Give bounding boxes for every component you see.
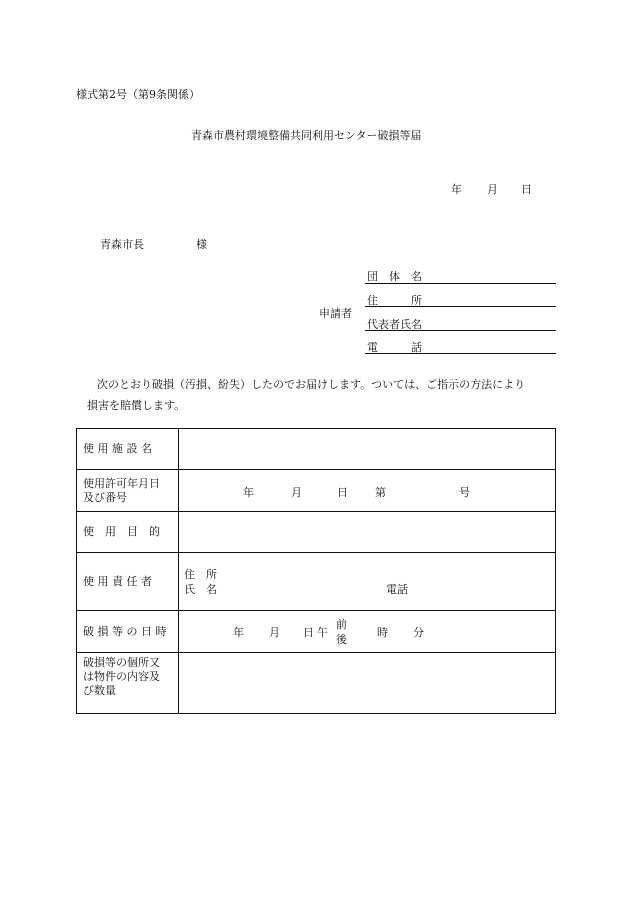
row-purpose [77, 512, 556, 553]
damage-hour: 時 [377, 626, 388, 639]
responsible-value[interactable] [179, 553, 556, 611]
damage-minute: 分 [413, 626, 424, 639]
permit-month: 月 [291, 486, 302, 499]
damage-detail-label-line2: は物件の内容及 [83, 670, 160, 683]
applicant-rep-label: 代表者氏名 [367, 318, 422, 331]
document-title: 青森市農村環境整備共同利用センター破損等届 [191, 129, 422, 142]
applicant-org-label: 団 体 名 [367, 270, 422, 283]
responsible-name-label: 氏 名 [184, 583, 217, 596]
permit-no-prefix: 第 [375, 486, 386, 499]
body-text-line2: 損害を賠償します。 [87, 399, 186, 412]
addressee-name: 青森市長 [100, 238, 144, 251]
applicant-org-line[interactable] [365, 283, 556, 284]
permit-year: 年 [243, 486, 254, 499]
facility-label [77, 429, 179, 470]
permit-label [77, 470, 179, 512]
applicant-address-line[interactable] [365, 306, 556, 307]
facility-label-text: 使 用 施 設 名 [83, 442, 152, 455]
permit-label-line1: 使用許可年月日 [83, 476, 160, 490]
purpose-label [77, 512, 179, 553]
applicant-label: 申請者 [319, 307, 352, 320]
responsible-address-label: 住 所 [184, 568, 217, 581]
applicant-phone-label: 電 話 [367, 341, 422, 354]
permit-value[interactable] [179, 470, 556, 512]
damage-detail-label-line1: 破損等の個所又 [83, 656, 160, 669]
applicant-address-label: 住 所 [367, 294, 422, 307]
row-damage-datetime [77, 611, 556, 653]
date-day: 日 [521, 183, 532, 196]
damage-datetime-label-text: 破 損 等 の 日 時 [83, 624, 167, 638]
purpose-value[interactable] [179, 512, 556, 553]
addressee-honorific: 様 [196, 238, 207, 251]
purpose-label-text: 使 用 目 的 [83, 525, 160, 538]
damage-pm: 後 [336, 633, 347, 646]
responsible-label-text: 使 用 責 任 者 [83, 574, 152, 588]
damage-datetime-value[interactable] [179, 611, 556, 653]
date-month: 月 [487, 183, 498, 196]
form-number: 様式第2号（第9条関係） [76, 88, 200, 101]
applicant-rep-line[interactable] [365, 330, 556, 331]
responsible-label [77, 553, 179, 611]
damage-noon: 午 [317, 626, 328, 639]
damage-detail-label-line3: び数量 [83, 684, 116, 697]
permit-label-line2: 及び番号 [83, 490, 127, 504]
damage-detail-value[interactable] [179, 653, 556, 714]
damage-month: 月 [269, 626, 280, 639]
row-facility [77, 429, 556, 470]
applicant-phone-line[interactable] [365, 353, 556, 354]
damage-datetime-label [77, 611, 179, 653]
row-permit [77, 470, 556, 512]
damage-day: 日 [303, 626, 314, 639]
permit-day: 日 [337, 486, 348, 499]
damage-detail-label [77, 653, 179, 714]
damage-am: 前 [336, 618, 347, 631]
row-responsible [77, 553, 556, 611]
damage-report-table [76, 428, 556, 714]
date-year: 年 [451, 183, 462, 196]
permit-no-suffix: 号 [459, 486, 470, 499]
body-text-line1: 次のとおり破損（汚損、紛失）したのでお届けします。ついては、ご指示の方法により [97, 378, 526, 391]
damage-year: 年 [233, 626, 244, 639]
facility-value[interactable] [179, 429, 556, 470]
responsible-phone-label: 電話 [386, 583, 408, 596]
row-damage-detail [77, 653, 556, 714]
